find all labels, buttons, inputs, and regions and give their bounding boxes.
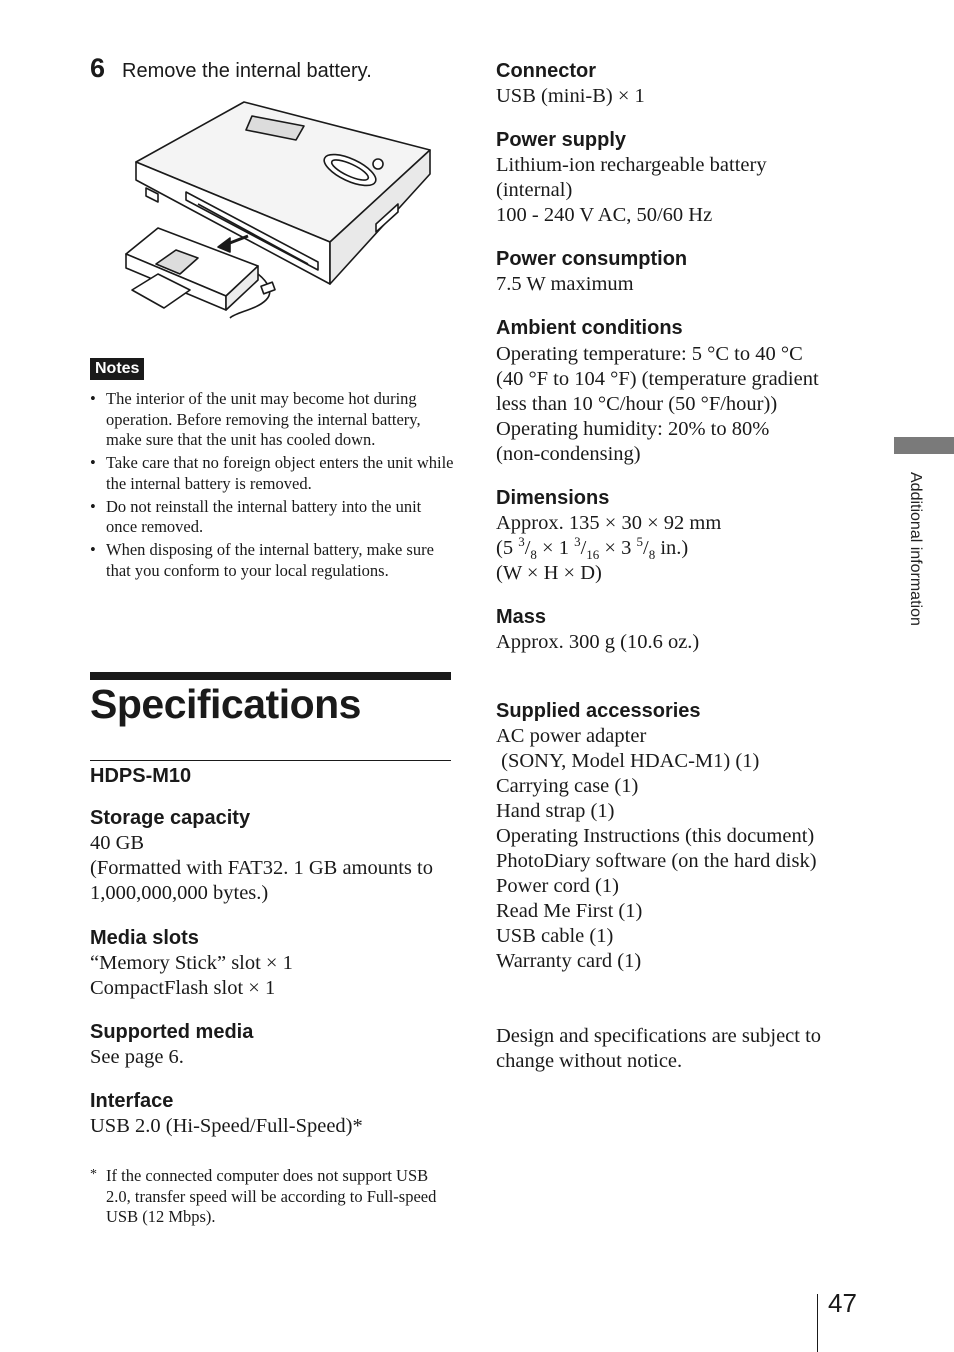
mass-body	[496, 630, 699, 655]
interface-body	[90, 1114, 363, 1139]
section-label: Additional information	[907, 472, 924, 626]
page-number-rule	[817, 1294, 818, 1352]
page-number: 47	[828, 1288, 857, 1318]
step-instruction: Remove the internal battery.	[122, 60, 372, 82]
ambient-heading: Ambient conditions	[496, 317, 683, 339]
interface-heading: Interface	[90, 1090, 174, 1112]
spec-line: 40 GB	[90, 832, 145, 854]
section-tab-marker	[894, 437, 954, 454]
battery-removal-illustration	[118, 96, 438, 328]
accessories-body	[496, 724, 817, 974]
connector-heading: Connector	[496, 60, 596, 82]
dimensions-heading: Dimensions	[496, 487, 610, 509]
spec-line: USB (mini-B) × 1	[496, 85, 645, 107]
spec-line: (W × H × D)	[496, 562, 602, 584]
spec-line: (internal)	[496, 179, 573, 201]
spec-line: Operating humidity: 20% to 80%	[496, 418, 770, 440]
accessories-heading: Supplied accessories	[496, 700, 701, 722]
spec-line: (40 °F to 104 °F) (temperature gradient	[496, 368, 819, 390]
supported-media-heading: Supported media	[90, 1021, 254, 1043]
dimensions-body	[496, 511, 721, 586]
spec-line: (non-condensing)	[496, 443, 641, 465]
accessory-line: Power cord (1)	[496, 875, 619, 897]
storage-heading: Storage capacity	[90, 807, 251, 829]
disclaimer-line: Design and specifications are subject to	[496, 1025, 822, 1047]
spec-line: USB 2.0 (Hi-Speed/Full-Speed)*	[90, 1115, 363, 1137]
power-consumption-body	[496, 272, 634, 297]
power-consumption-heading: Power consumption	[496, 248, 688, 270]
spec-line: 1,000,000,000 bytes.)	[90, 882, 269, 904]
disclaimer-line: change without notice.	[496, 1050, 683, 1072]
accessory-line: Carrying case (1)	[496, 775, 639, 797]
notes-tag: Notes	[90, 358, 144, 380]
divider	[90, 760, 451, 761]
spec-line: Approx. 300 g (10.6 oz.)	[496, 631, 700, 653]
spec-line: less than 10 °C/hour (50 °F/hour))	[496, 393, 778, 415]
spec-line: 100 - 240 V AC, 50/60 Hz	[496, 204, 713, 226]
connector-body	[496, 84, 645, 109]
spec-line: See page 6.	[90, 1046, 184, 1068]
mass-heading: Mass	[496, 606, 547, 628]
model-heading: HDPS-M10	[90, 765, 192, 787]
accessory-line: Operating Instructions (this document)	[496, 825, 815, 847]
spec-line: CompactFlash slot × 1	[90, 977, 276, 999]
step-number: 6	[90, 53, 106, 83]
spec-line: (Formatted with FAT32. 1 GB amounts to	[90, 857, 433, 879]
accessory-line: Read Me First (1)	[496, 900, 643, 922]
accessory-line: Warranty card (1)	[496, 950, 642, 972]
accessory-line: AC power adapter	[496, 725, 647, 747]
power-supply-body	[496, 153, 767, 228]
footnote-marker: *	[90, 1167, 97, 1182]
note-item: • When disposing of the internal battery, make sure that you conform to your local regulations.	[90, 540, 456, 581]
spec-line: 7.5 W maximum	[496, 273, 634, 295]
accessory-line: (SONY, Model HDAC-M1) (1)	[496, 750, 760, 772]
imperial-dimensions: (5 $^3/_8 \times 1$ $^3/_{16} \times 3$ $^5/_8$ in.)	[496, 534, 689, 563]
page-title: Specifications	[90, 681, 361, 727]
media-slots-heading: Media slots	[90, 927, 199, 949]
power-supply-heading: Power supply	[496, 129, 627, 151]
supported-media-body	[90, 1045, 184, 1070]
accessory-line: Hand strap (1)	[496, 800, 615, 822]
note-item: • Do not reinstall the internal battery into the unit once removed.	[90, 497, 456, 538]
spec-line: Lithium-ion rechargeable battery	[496, 154, 767, 176]
note-item: • The interior of the unit may become hot during operation. Before removing the internal battery, make sure that the unit has cooled down.	[90, 389, 456, 451]
accessory-line: USB cable (1)	[496, 925, 614, 947]
disclaimer	[496, 1024, 821, 1074]
spec-line: Approx. 135 × 30 × 92 mm	[496, 512, 722, 534]
media-slots-body	[90, 951, 293, 1001]
notes-list	[90, 389, 456, 584]
note-item: • Take care that no foreign object enters the unit while the internal battery is removed.	[90, 453, 456, 494]
spec-line: “Memory Stick” slot × 1	[90, 952, 293, 974]
footnote-text: If the connected computer does not support USB 2.0, transfer speed will be according to Full-speed USB (12 Mbps).	[106, 1166, 437, 1226]
accessory-line: PhotoDiary software (on the hard disk)	[496, 850, 817, 872]
spec-line: Operating temperature: 5 °C to 40 °C	[496, 343, 803, 365]
ambient-body	[496, 342, 819, 467]
storage-body	[90, 831, 433, 906]
